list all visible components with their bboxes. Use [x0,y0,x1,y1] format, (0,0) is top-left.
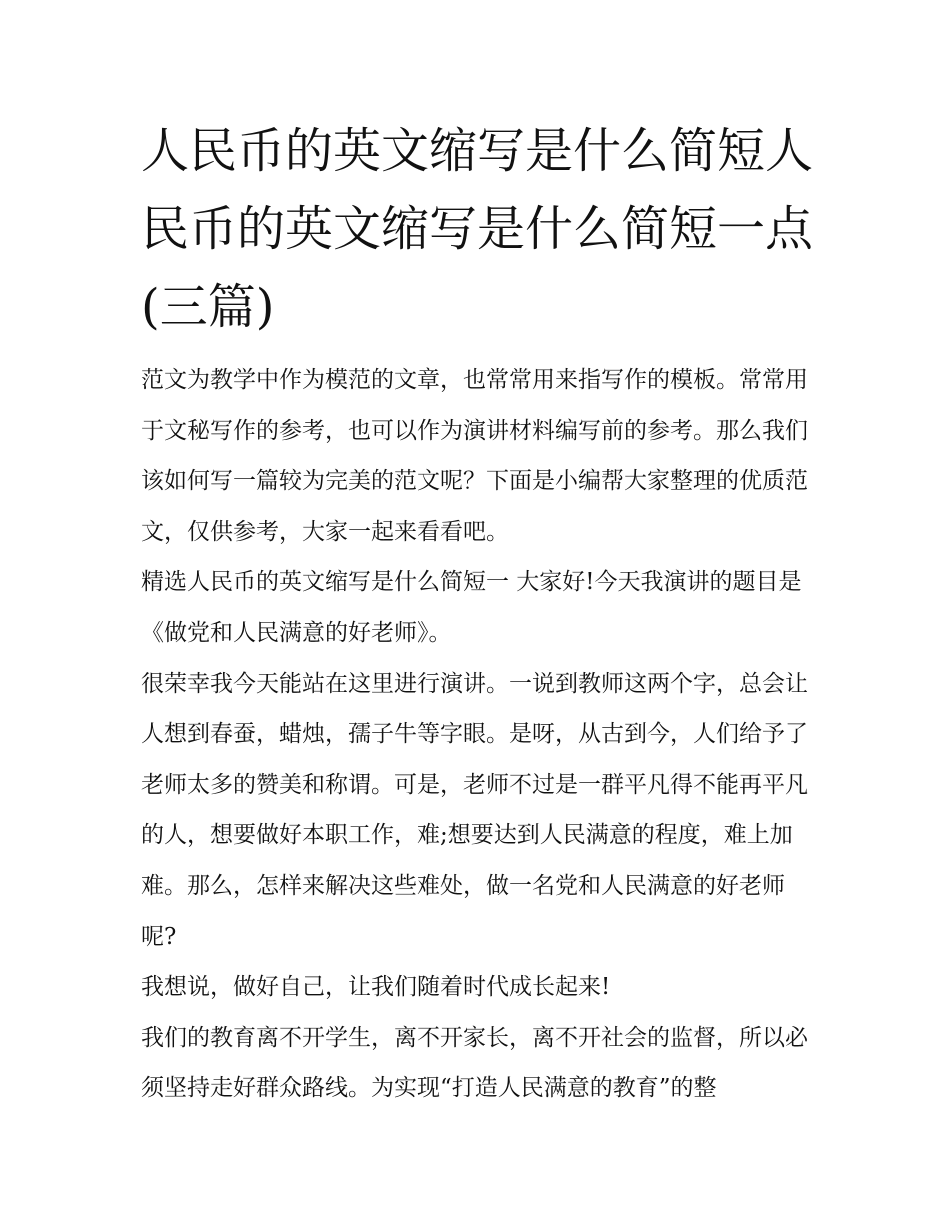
document-body [141,355,816,1114]
document-title: 人民币的英文缩写是什么简短人民币的英文缩写是什么简短一点(三篇) [141,123,814,335]
paragraph-intro: 范文为教学中作为模范的文章，也常常用来指写作的模板。常常用于文秘写作的参考，也可以作为演讲材料编写前的参考。那么我们该如何写一篇较为完美的范文呢？下面是小编帮大家整理的优质范文，仅供参考，大家一起来看看吧。 [141,367,808,545]
paragraph-education: 我们的教育离不开学生，离不开家长，离不开社会的监督，所以必须坚持走好群众路线。为实现“打造人民满意的教育”的整 [141,1024,808,1102]
paragraph-speech-opening: 精选人民币的英文缩写是什么简短一 大家好!今天我演讲的题目是《做党和人民满意的好老师》。 [141,569,802,646]
paragraph-honor: 很荣幸我今天能站在这里进行演讲。一说到教师这两个字，总会让人想到春蚕，蜡烛，孺子牛等字眼。是呀，从古到今，人们给予了老师太多的赞美和称谓。可是，老师不过是一群平凡得不能再平凡的人，想要做好本职工作，难;想要达到人民满意的程度，难上加难。那么，怎样来解决这些难处，做一名党和人民满意的好老师呢? [141,670,808,950]
paragraph-be-yourself: 我想说，做好自己，让我们随着时代成长起来! [141,974,611,1001]
